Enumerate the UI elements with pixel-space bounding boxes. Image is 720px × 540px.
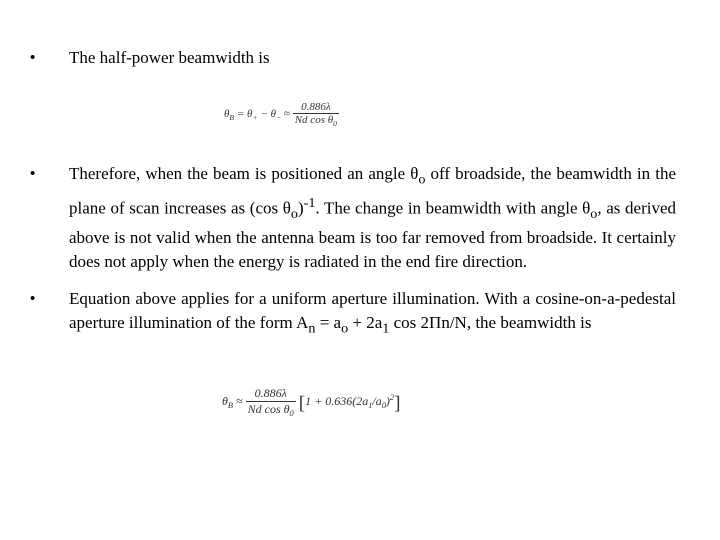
bullet-text-3 bbox=[69, 287, 676, 340]
text-run: = a bbox=[315, 313, 342, 332]
formula1-fraction bbox=[293, 101, 339, 128]
formula1-mid-sub1: + bbox=[252, 113, 258, 123]
formula1-approx: ≈ bbox=[281, 108, 293, 121]
text-run: Equation above applies for a uniform aperture illumination. With a cosine-on-a-pedestal aperture illumination of the form A bbox=[69, 289, 676, 332]
formula1-den-text: Nd cos θ bbox=[294, 114, 334, 126]
subscript: o bbox=[341, 320, 349, 337]
formula2-den-text: Nd cos θ bbox=[247, 402, 290, 416]
bullet-item-2 bbox=[30, 162, 676, 274]
cosine-pedestal-beamwidth-formula bbox=[222, 386, 401, 418]
formula1-lhs: θ bbox=[224, 108, 230, 121]
formula2-lhs-sub: B bbox=[227, 400, 234, 410]
formula2-approx: ≈ bbox=[233, 393, 246, 408]
superscript: -1 bbox=[303, 195, 316, 212]
formula2-bracket-body: 1 + 0.636(2a bbox=[305, 393, 369, 408]
formula2-numerator: 0.886λ bbox=[246, 386, 296, 402]
formula2-lhs: θ bbox=[222, 393, 228, 408]
formula1-numerator: 0.886λ bbox=[293, 101, 339, 114]
formula1-denominator bbox=[293, 114, 339, 128]
bullet-text-2 bbox=[69, 162, 676, 274]
formula1-mid-sub2: − bbox=[275, 113, 282, 123]
subscript: o bbox=[590, 206, 598, 223]
subscript: n bbox=[308, 320, 316, 337]
text-run: + 2a bbox=[348, 313, 383, 332]
text-run: . The change in beamwidth with angle θ bbox=[315, 199, 591, 219]
formula2-bracket-sub1: 1 bbox=[368, 400, 373, 410]
bullet-item-3 bbox=[30, 287, 676, 340]
formula2-bracket-sub2: 0 bbox=[381, 400, 386, 410]
beamwidth-formula bbox=[224, 101, 339, 128]
formula1-mid2: − θ bbox=[257, 108, 276, 121]
formula2-bracket-mid: /a bbox=[372, 393, 382, 408]
bullet-item-1 bbox=[30, 46, 676, 70]
text-run: off broadside, the beamwidth in the plane of scan increases as (cos θ bbox=[69, 164, 676, 219]
text-run: cos 2Πn/N, the beamwidth is bbox=[389, 313, 592, 332]
bullet-text-1: The half-power beamwidth is bbox=[69, 48, 270, 67]
formula2-bracket-sup: 2 bbox=[389, 392, 395, 402]
subscript: o bbox=[418, 171, 426, 188]
formula2-bracket-open: [ bbox=[298, 392, 306, 414]
text-run: ) bbox=[297, 199, 304, 219]
bullet-symbol: • bbox=[30, 165, 36, 182]
bullet-symbol: • bbox=[30, 49, 36, 66]
formula2-bracket-close: ] bbox=[394, 392, 401, 414]
bullet-symbol: • bbox=[30, 290, 36, 307]
formula2-denominator bbox=[246, 402, 296, 418]
formula2-fraction bbox=[246, 386, 296, 418]
subscript: o bbox=[290, 206, 298, 223]
formula2-den-sub: 0 bbox=[289, 409, 294, 418]
text-run: , as derived above is not valid when the antenna beam is too far removed from broadside. It certainly does not apply when the energy is radiated in the end fire direction. bbox=[69, 199, 677, 272]
formula1-mid: = θ bbox=[234, 108, 253, 121]
formula2-close-paren: ) bbox=[385, 393, 390, 408]
formula1-den-sub: 0 bbox=[333, 119, 337, 128]
text-run: Therefore, when the beam is positioned an angle θ bbox=[69, 164, 419, 183]
formula1-lhs-sub: B bbox=[229, 113, 235, 123]
subscript: 1 bbox=[382, 320, 390, 337]
